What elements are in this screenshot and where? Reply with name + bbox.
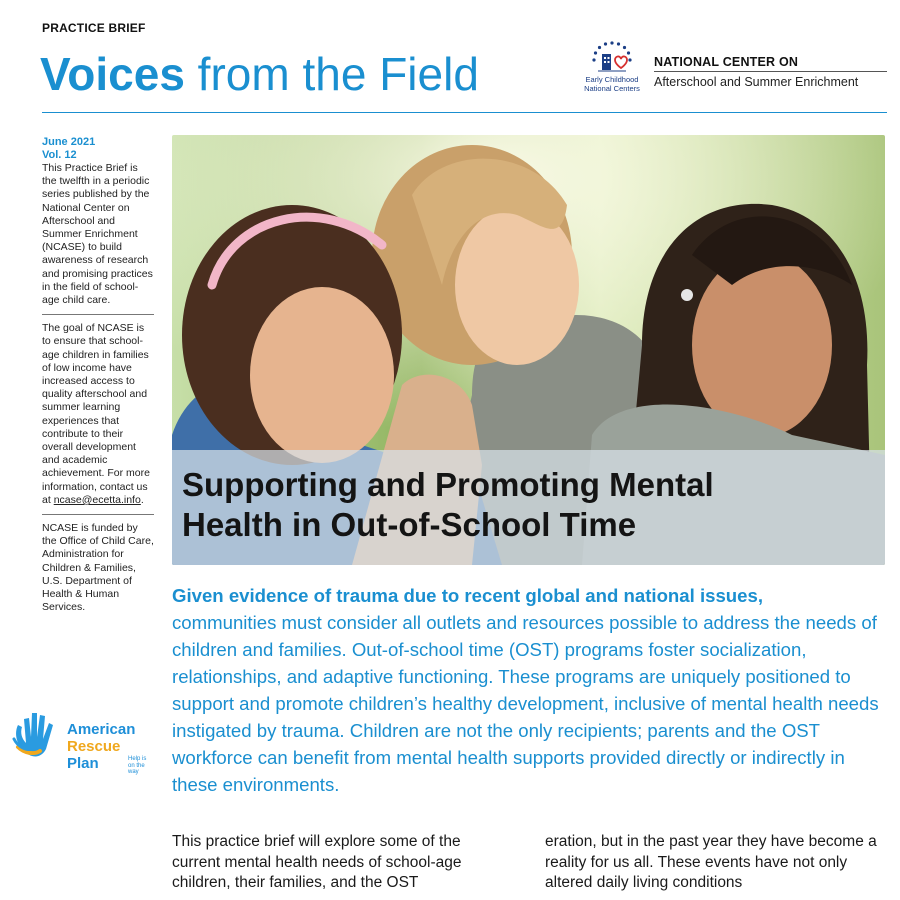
ecnc-logo-text [578,75,646,93]
ecnc-line-2: National Centers [584,84,640,93]
hand-icon [12,703,72,763]
arp-word-plan: Plan [67,755,99,772]
practice-brief-label: PRACTICE BRIEF [42,21,146,35]
arp-tagline: Help is on the way [128,756,147,775]
arp-logo-text [67,721,135,772]
brief-title-line-1: Supporting and Promoting Mental [182,466,714,503]
sidebar-goal-text: The goal of NCASE is to ensure that school-age children in families of low income have increased access to quality afterschool and summer learning experiences that contribute to their overall development and academic achievement. For more information, contact us at [42,322,150,506]
brief-title [182,465,882,545]
ecnc-emblem-icon [588,40,636,76]
masthead-divider [42,112,887,113]
sidebar-divider-2 [42,514,154,515]
lead-paragraph [172,582,892,798]
sidebar-funding-paragraph: NCASE is funded by the Office of Child Care, Administration for Children & Families, U.S. Department of Health & Human Services. [42,522,154,614]
masthead-title-rest: from the Field [184,48,479,100]
american-rescue-plan-logo [12,703,152,775]
arp-word-rescue: Rescue [67,738,121,755]
body-column-left: This practice brief will explore some of the current mental health needs of school-age children, their families, and the OST [172,833,462,891]
sidebar-goal-end: . [140,493,144,506]
hero-photo [172,135,885,565]
ncase-logo-line-1: NATIONAL CENTER ON [654,55,799,69]
brief-title-line-2: Health in Out-of-School Time [182,506,637,543]
sidebar-divider-1 [42,314,154,315]
lead-bold-text: Given evidence of trauma due to recent global and national issues, [172,585,764,606]
ncase-logo-line-2: Afterschool and Summer Enrichment [654,75,859,89]
early-childhood-national-centers-logo [578,40,646,96]
issue-date: June 2021 [42,136,96,148]
contact-email-link[interactable]: ncase@ecetta.info [53,493,141,506]
body-column-right: eration, but in the past year they have become a reality for us all. These events have not only altered daily living conditions [545,833,877,891]
masthead-title-bold: Voices [40,48,185,100]
sidebar-goal-paragraph [42,322,154,507]
arp-word-american: American [67,721,136,738]
sidebar [42,136,154,615]
issue-volume: Vol. 12 [42,149,77,161]
ecnc-line-1: Early Childhood [585,75,639,84]
ncase-logo-divider [654,71,887,72]
lead-body-text: communities must consider all outlets and resources possible to address the needs of children and families. Out-of-school time (OST) programs foster socialization, relationships, and adaptive functioning. These programs are uniquely positioned to support and promote children’s healthy development, inclusive of mental health needs instigated by trauma. Children are not the only recipients; parents and the OST workforce can benefit from mental health supports provided directly or indirectly in these environments. [172,612,879,795]
sidebar-intro-paragraph: This Practice Brief is the twelfth in a periodic series published by the National Center on Afterschool and Summer Enrichment (NCASE) to build awareness of research and promising practices in the field of school-age child care. [42,162,153,307]
masthead-title [40,48,479,100]
